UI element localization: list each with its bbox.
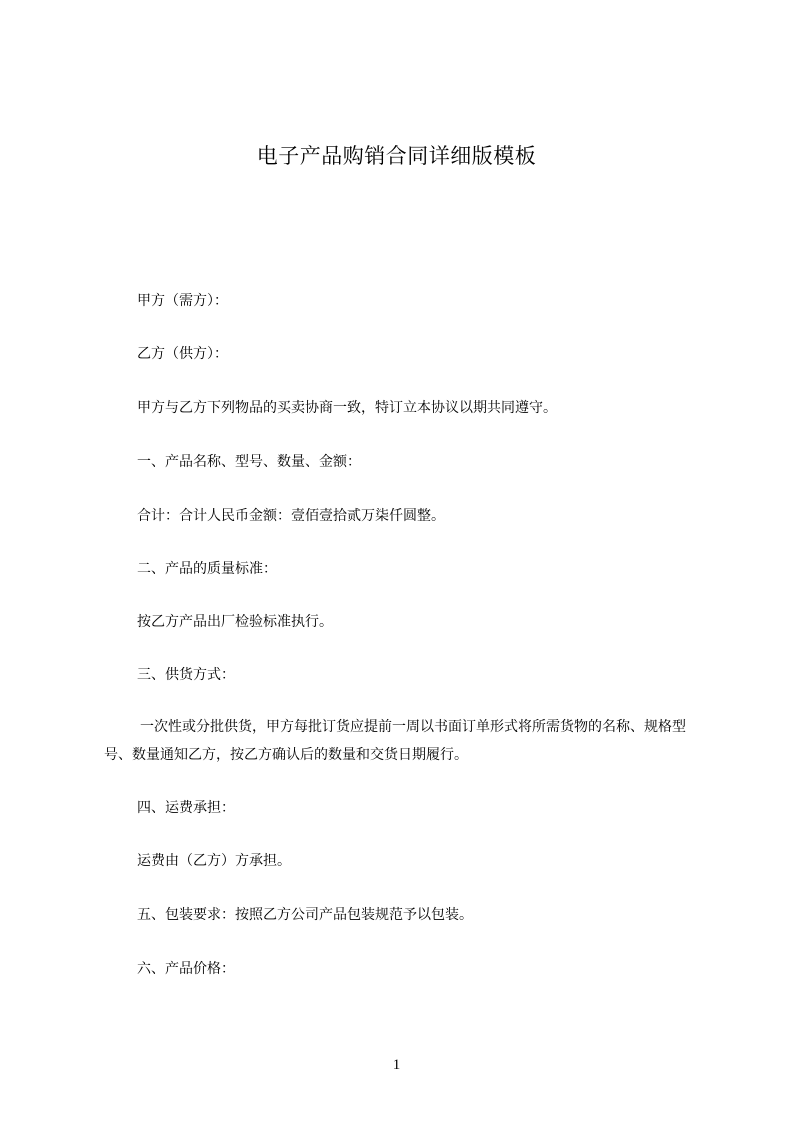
section-5-packaging: 五、包装要求：按照乙方公司产品包装规范予以包装。 — [137, 907, 473, 923]
section-6-heading: 六、产品价格： — [137, 961, 235, 977]
agreement-intro: 甲方与乙方下列物品的买卖协商一致，特订立本协议以期共同遵守。 — [137, 400, 557, 416]
supply-method-text: 一次性或分批供货，甲方每批订货应提前一周以书面订单形式将所需货物的名称、规格型号、数量通知乙方，按乙方确认后的数量和交货日期履行。 — [104, 719, 686, 763]
party-b-line: 乙方（供方）： — [137, 346, 228, 362]
freight-text: 运费由（乙方）方承担。 — [137, 853, 291, 869]
section-1-heading: 一、产品名称、型号、数量、金额： — [137, 454, 361, 470]
section-4-heading: 四、运费承担： — [137, 800, 235, 816]
quality-standard-text: 按乙方产品出厂检验标准执行。 — [137, 614, 333, 630]
total-amount-line: 合计：合计人民币金额：壹佰壹拾贰万柒仟圆整。 — [137, 508, 445, 524]
page-number: 1 — [392, 1057, 401, 1073]
section-3-heading: 三、供货方式： — [137, 667, 235, 683]
section-2-heading: 二、产品的质量标准： — [137, 561, 277, 577]
document-title: 电子产品购销合同详细版模板 — [256, 144, 537, 168]
party-a-line: 甲方（需方）： — [137, 293, 228, 309]
